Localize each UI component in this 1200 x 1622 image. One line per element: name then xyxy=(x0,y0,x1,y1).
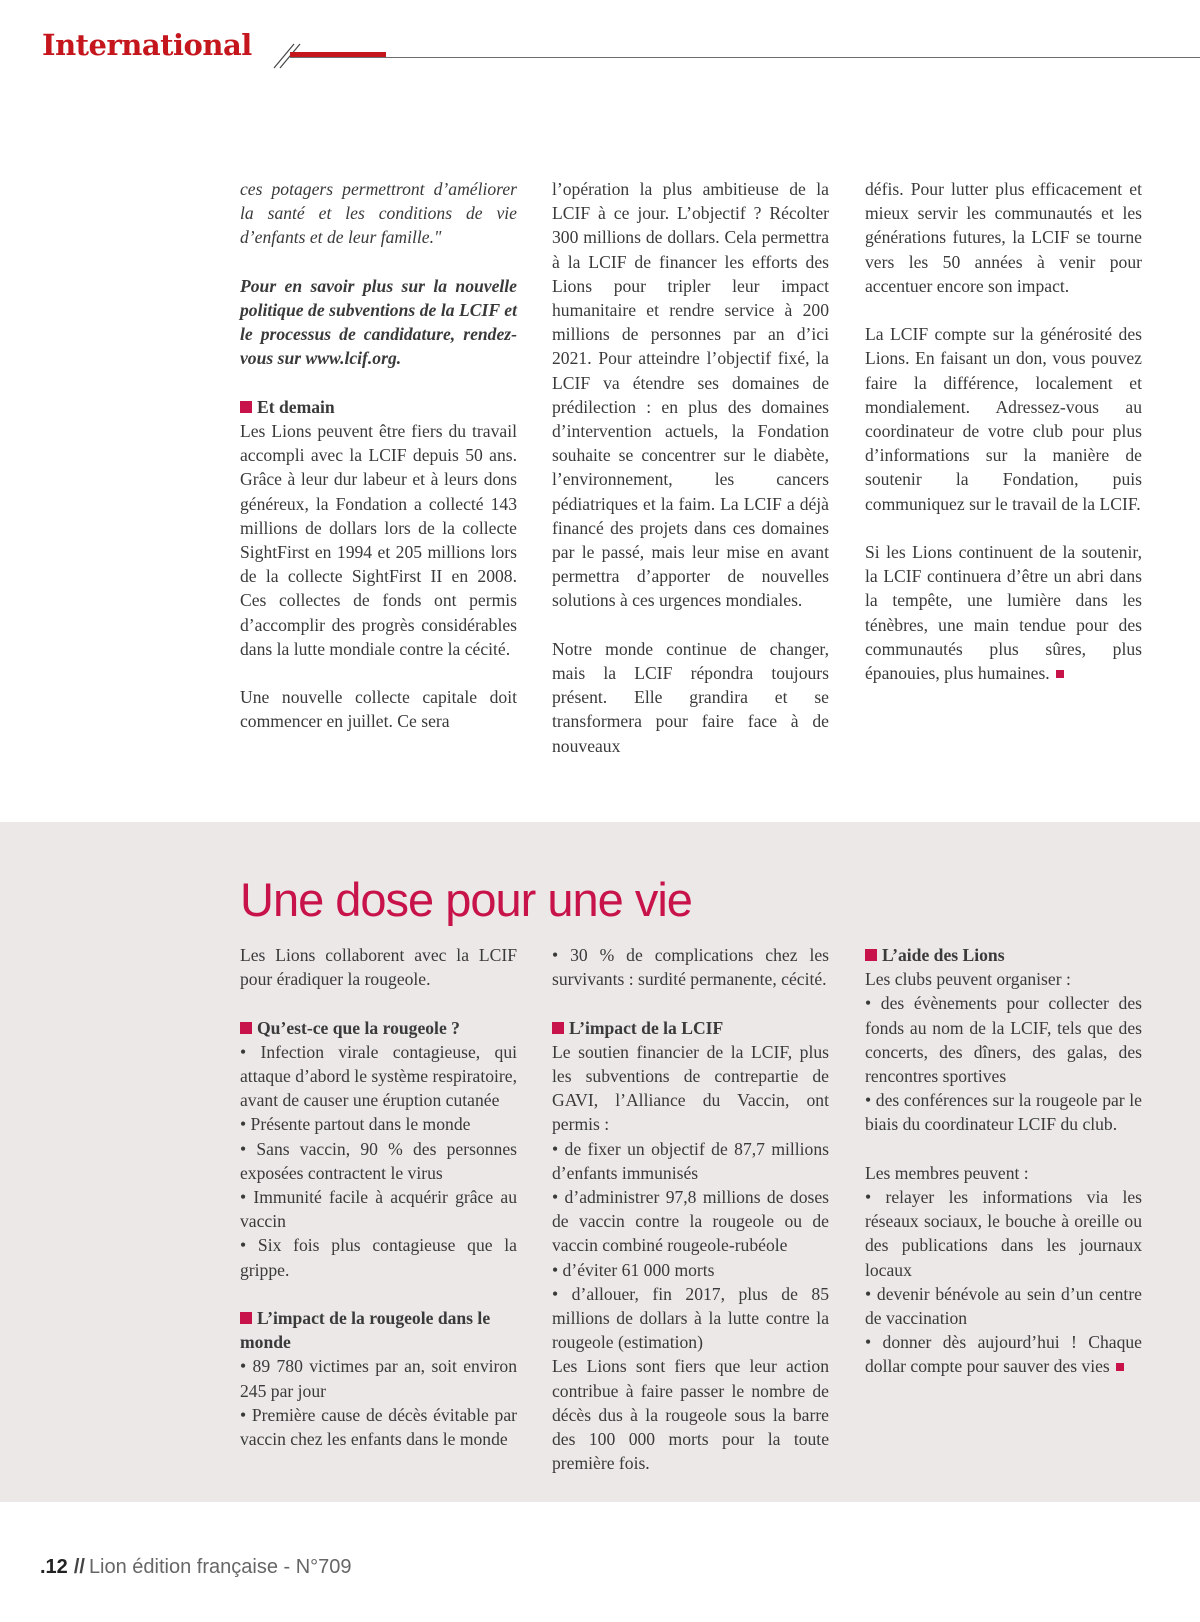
paragraph: La LCIF compte sur la générosité des Lions. En faisant un don, vous pouvez faire la différence, localement et mondialement. Adressez-vous au coordinateur de votre club pour plus d’informations sur la manière de soutenir la Fondation, puis communiquez sur le travail de la LCIF. xyxy=(865,324,1142,514)
end-mark-icon xyxy=(1056,670,1064,678)
footer-separator: // xyxy=(73,1556,85,1578)
bullet-item: • d’administrer 97,8 millions de doses de vaccin contre la rougeole ou de vaccin combiné rougeole-rubéole xyxy=(552,1187,829,1256)
page-number: .12 xyxy=(40,1556,68,1578)
closing-text: Si les Lions continuent de la soutenir, la LCIF continuera d’être un abri dans la tempête, une lumière dans les ténèbres, une main tendue pour des communautés plus sûres, plus épanouies, plus humaines. xyxy=(865,542,1142,684)
bullet-item: • donner dès aujourd’hui ! Chaque dollar compte pour sauver des vies xyxy=(865,1332,1142,1377)
bullet-item: • Présente partout dans le monde xyxy=(240,1114,471,1135)
bullet-square-icon xyxy=(240,1312,252,1324)
bullet-list xyxy=(552,1137,829,1355)
box-closing: Les Lions sont fiers que leur action contribue à faire passer le nombre de décès dus à la rougeole sous la barre des 100 000 morts pour la toute première fois. xyxy=(552,1356,829,1474)
section-heading-et-demain xyxy=(240,395,517,419)
box-heading-impact-monde xyxy=(240,1306,517,1354)
bullet-item: • Première cause de décès évitable par vaccin chez les enfants dans le monde xyxy=(240,1404,517,1450)
box-title: Une dose pour une vie xyxy=(240,873,692,926)
box-heading-impact-lcif xyxy=(552,1016,829,1040)
bullet-list xyxy=(240,1040,517,1282)
quote-ending: ces potagers permettront d’améliorer la santé et les conditions de vie d’enfants et de leur famille." xyxy=(240,179,517,248)
paragraph: Les Lions peuvent être fiers du travail accompli avec la LCIF depuis 50 ans. Grâce à leur dur labeur et à leurs dons généreux, la Fondation a collecté 143 millions de dollars lors de la collecte SightFirst en 1994 et 205 millions lors de la collecte SightFirst II en 2008. Ces collectes de fonds ont permis d’accomplir des progrès considérables dans la lutte mondiale contre la cécité. xyxy=(240,421,517,659)
bullet-item: • de fixer un objectif de 87,7 millions d’enfants immunisés xyxy=(552,1138,829,1183)
box-intro: Les Lions collaborent avec la LCIF pour éradiquer la rougeole. xyxy=(240,945,517,990)
box-heading-rougeole xyxy=(240,1016,517,1040)
header-rule xyxy=(290,57,1200,58)
box-column-3 xyxy=(865,943,1142,1379)
bullet-item: • d’éviter 61 000 morts xyxy=(552,1259,715,1280)
bullet-item: • 89 780 victimes par an, soit environ 245 par jour xyxy=(240,1356,517,1401)
bullet-item: • Six fois plus contagieuse que la grippe. xyxy=(240,1235,517,1280)
bullet-item: • d’allouer, fin 2017, plus de 85 millions de dollars à la lutte contre la rougeole (estimation) xyxy=(552,1283,829,1353)
bullet-list xyxy=(865,991,1142,1136)
heading-text: Et demain xyxy=(257,396,335,417)
bullet-item: • devenir bénévole au sein d’un centre de vaccination xyxy=(865,1283,1142,1329)
paragraph: l’opération la plus ambitieuse de la LCIF à ce jour. L’objectif ? Récolter 300 millions de dollars. Cela permettra à la LCIF de financer les efforts des Lions pour tripler leur impact humanitaire et rendre service à 200 millions de personnes par an d’ici 2021. Pour atteindre l’objectif fixé, la LCIF va étendre ses domaines de prédilection : en plus des domaines d’intervention actuels, la Fondation souhaite se concentrer sur le diabète, l’environnement, les cancers pédiatriques et la faim. La LCIF a déjà financé des projets dans ces domaines par le passé, mais leur mise en avant permettra d’apporter de nouvelles solutions à ces urgences mondiales. xyxy=(552,179,829,611)
bullet-item: • Infection virale contagieuse, qui attaque d’abord le système respiratoire, avant de causer une éruption cutanée xyxy=(240,1041,517,1111)
page-footer xyxy=(40,1556,352,1579)
bullet-square-icon xyxy=(240,401,252,413)
bullet-item: • des évènements pour collecter des fonds au nom de la LCIF, tels que des concerts, des dîners, des galas, des rencontres sportives xyxy=(865,993,1142,1087)
paragraph: défis. Pour lutter plus efficacement et mieux servir les communautés et les générations futures, la LCIF se tourne vers les 50 années à venir pour accentuer encore son impact. xyxy=(865,179,1142,296)
bullet-item: • Immunité facile à acquérir grâce au vaccin xyxy=(240,1187,517,1232)
end-mark-icon xyxy=(1116,1363,1124,1371)
box-paragraph: Le soutien financier de la LCIF, plus les subventions de contrepartie de GAVI, l’Alliance du Vaccin, ont permis : xyxy=(552,1041,829,1135)
bullet-item: • Sans vaccin, 90 % des personnes exposées contractent le virus xyxy=(240,1138,517,1183)
publication-name: Lion édition française - N°709 xyxy=(88,1556,352,1578)
article-column-3 xyxy=(865,177,1142,685)
more-info-paragraph: Pour en savoir plus sur la nouvelle politique de subventions de la LCIF et le processus de candidature, rendez-vous sur www.lcif.org. xyxy=(240,275,517,369)
article-column-2 xyxy=(552,177,829,758)
paragraph: Notre monde continue de changer, mais la LCIF répondra toujours présent. Elle grandira et se transformera pour faire face à de nouveaux xyxy=(552,638,829,756)
bullet-square-icon xyxy=(240,1022,252,1034)
bullet-item: • relayer les informations via les réseaux sociaux, le bouche à oreille ou des publications dans les journaux locaux xyxy=(865,1187,1142,1280)
bullet-list xyxy=(865,1185,1142,1379)
paragraph: Une nouvelle collecte capitale doit commencer en juillet. Ce sera xyxy=(240,687,517,732)
bullet-square-icon xyxy=(865,949,877,961)
bullet-continued: • 30 % de complications chez les survivants : surdité permanente, cécité. xyxy=(552,945,829,990)
heading-text: L’impact de la rougeole dans le monde xyxy=(240,1308,491,1353)
heading-text: Qu’est-ce que la rougeole ? xyxy=(257,1017,460,1038)
box-column-2 xyxy=(552,943,829,1475)
members-intro: Les membres peuvent : xyxy=(865,1162,1029,1183)
closing-paragraph xyxy=(865,540,1142,685)
box-column-1 xyxy=(240,943,517,1451)
bullet-square-icon xyxy=(552,1022,564,1034)
section-title: International xyxy=(42,28,252,62)
article-column-1 xyxy=(240,177,517,734)
bullet-item: • des conférences sur la rougeole par le biais du coordinateur LCIF du club. xyxy=(865,1090,1142,1135)
heading-text: L’aide des Lions xyxy=(882,945,1005,965)
box-heading-aide-lions xyxy=(865,943,1142,967)
heading-text: L’impact de la LCIF xyxy=(569,1017,724,1038)
clubs-intro: Les clubs peuvent organiser : xyxy=(865,969,1071,990)
bullet-list xyxy=(240,1354,517,1451)
